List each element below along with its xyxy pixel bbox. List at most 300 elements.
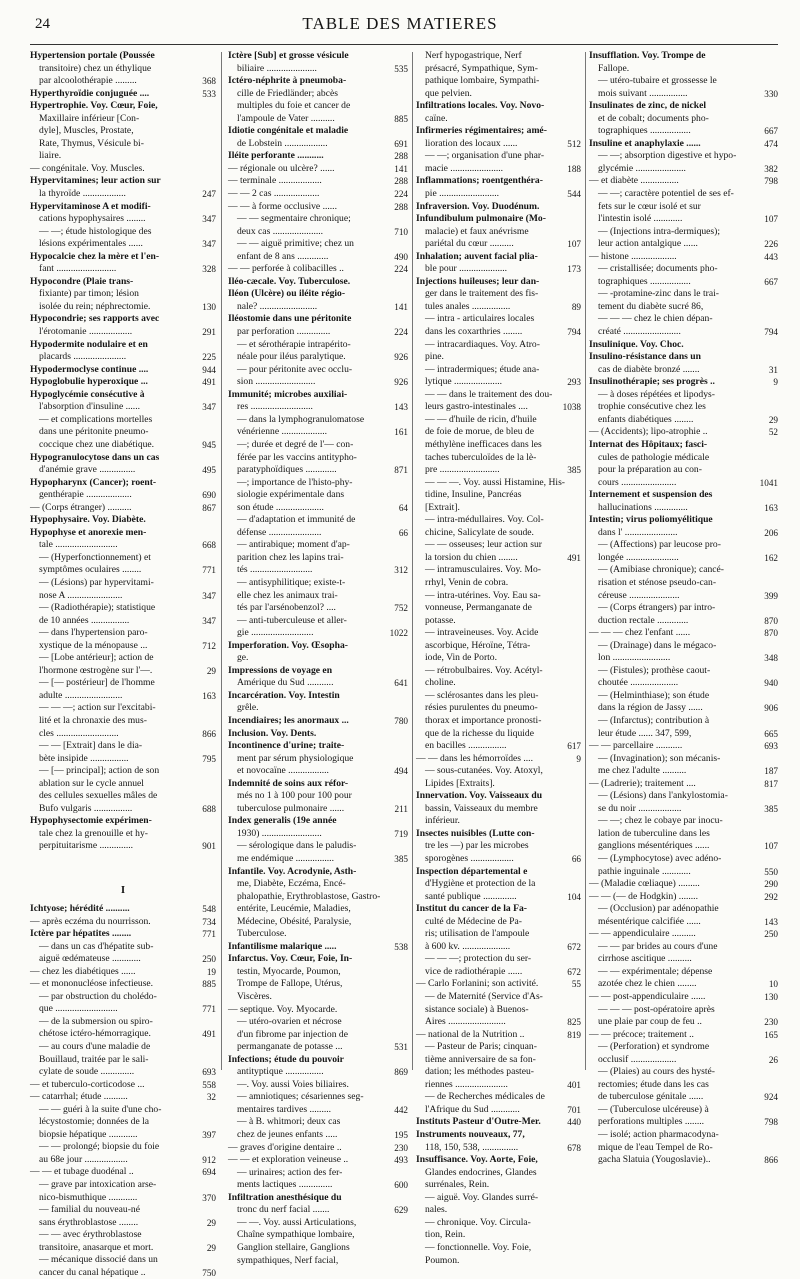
page-ref: 885: [394, 113, 408, 124]
entry-text: — [— postérieur] de l'homme: [39, 677, 155, 689]
index-entry: [416, 840, 581, 853]
index-entry: [416, 502, 581, 515]
entry-text: perpituitarisme ..............: [39, 840, 134, 852]
index-entry: [30, 790, 216, 803]
index-entry: [589, 1104, 778, 1117]
index-entry: [228, 1129, 408, 1142]
index-entry: [30, 50, 216, 63]
index-entry: [30, 63, 216, 76]
index-entry: [30, 1129, 216, 1142]
entry-text: — cristallisée; documents pho-: [598, 263, 718, 275]
entry-text: symptômes oculaires ........: [39, 564, 142, 576]
page-ref: 130: [764, 992, 778, 1003]
entry-text: culté de Médecine de Pa-: [425, 915, 522, 927]
index-entry: [589, 477, 778, 490]
entry-text: — (Perforation) et syndrome: [598, 1041, 710, 1053]
entry-text: — national de la Nutrition ..: [416, 1028, 525, 1040]
index-entry: [228, 677, 408, 690]
entry-text: — anti-tuberculeuse et aller-: [237, 614, 347, 626]
page-ref: 945: [202, 439, 216, 450]
index-entry: [416, 1167, 581, 1180]
page-ref: 544: [567, 189, 581, 200]
index-entry: [416, 728, 581, 741]
entry-text: Insulinothérapie; ses progrès ..: [589, 376, 715, 388]
index-entry: [589, 251, 778, 264]
page-ref: 667: [764, 276, 778, 287]
entry-text: tion, Rein.: [425, 1229, 466, 1241]
entry-text: Médecine, Obésité, Paralysie,: [237, 915, 352, 927]
page-ref: 710: [394, 226, 408, 237]
index-entry: [589, 978, 778, 991]
index-entry: [30, 263, 216, 276]
entry-text: sion .........................: [237, 376, 316, 388]
entry-text: — — parcellaire ...........: [589, 740, 683, 752]
entry-text: fixiante) par timon; lésion: [39, 288, 139, 300]
index-entry: [589, 652, 778, 665]
entry-text: en bacilles ................: [425, 740, 507, 752]
index-entry: [228, 953, 408, 966]
index-entry: [589, 1142, 778, 1155]
entry-text: méthylène inefficaces dans les: [425, 438, 542, 450]
entry-text: phalopathie, Erythroblastose, Gastro-: [237, 890, 381, 902]
index-entry: [228, 376, 408, 389]
entry-text: Index generalis (19e année: [228, 815, 337, 827]
entry-text: tronc du nerf facial .......: [237, 1204, 330, 1216]
index-entry: [30, 627, 216, 640]
page-ref: 1022: [389, 628, 408, 639]
page-ref: 691: [394, 138, 408, 149]
entry-text: cations hypophysaires ........: [39, 213, 146, 225]
entry-text: mésentérique calcifiée ......: [598, 915, 701, 927]
entry-text: — urinaires; action des fer-: [237, 1166, 343, 1178]
entry-text: santé publique ..............: [425, 890, 517, 902]
index-entry: [589, 113, 778, 126]
index-entry: [30, 1041, 216, 1054]
entry-text: dans une péritonite pneumo-: [39, 426, 149, 438]
entry-text: — intracardiaques. Voy. Atro-: [425, 338, 540, 350]
index-entry: [228, 941, 408, 954]
entry-text: tographiques .................: [598, 125, 691, 137]
entry-text: Amérique du Sud ...........: [237, 677, 334, 689]
entry-text: nales.: [425, 1204, 448, 1216]
index-entry: [30, 941, 216, 954]
index-entry: [416, 251, 581, 264]
page-ref: 347: [202, 615, 216, 626]
page-ref: 493: [394, 1155, 408, 1166]
entry-text: chétose ictéro-hémorragique.: [39, 1028, 151, 1040]
page-ref: 701: [567, 1104, 581, 1115]
index-entry: [416, 313, 581, 326]
index-entry: [30, 978, 216, 991]
index-entry: [416, 652, 581, 665]
entry-text: lité et la chronaxie des mus-: [39, 714, 147, 726]
index-entry: [589, 1054, 778, 1067]
index-entry: [228, 552, 408, 565]
index-entry: [228, 439, 408, 452]
entry-text: que de la richesse du liquide: [425, 727, 534, 739]
entry-text: Insulino-résistance dans un: [589, 351, 701, 363]
index-entry: [589, 564, 778, 577]
entry-text: — —; chez le cobaye par inocu-: [598, 815, 723, 827]
index-entry: [228, 339, 408, 352]
index-entry: [589, 188, 778, 201]
entry-text: nose A .......................: [39, 589, 123, 601]
entry-text: de tuberculose génitale ......: [598, 1091, 704, 1103]
index-entry: [589, 201, 778, 214]
index-entry: [30, 150, 216, 163]
entry-text: d'Hygiène et protection de la: [425, 878, 536, 890]
entry-text: Incarcération. Voy. Intestin: [228, 689, 340, 701]
page-ref: 368: [202, 76, 216, 87]
index-entry: [589, 891, 778, 904]
page-ref: 550: [764, 866, 778, 877]
index-entry: [416, 815, 581, 828]
index-entry: [416, 941, 581, 954]
page-ref: 440: [567, 1117, 581, 1128]
entry-text: la torsion du chien ........: [425, 551, 518, 563]
page-ref: 912: [202, 1154, 216, 1165]
page-ref: 26: [768, 1054, 778, 1065]
entry-text: Hypophysectomie expérimen-: [30, 815, 152, 827]
entry-text: occlusif ...................: [598, 1053, 677, 1065]
index-entry: [228, 1054, 408, 1067]
index-entry: [30, 138, 216, 151]
index-entry: [589, 1079, 778, 1092]
index-entry: [30, 665, 216, 678]
index-entry: [228, 1217, 408, 1230]
index-entry: [228, 1066, 408, 1079]
index-entry: [228, 903, 408, 916]
index-entry: [30, 1091, 216, 1104]
entry-text: — Pasteur de Paris; cinquan-: [425, 1041, 537, 1053]
entry-text: Hypoglobulie hyperoxique ...: [30, 376, 148, 388]
entry-text: — intra-utérines. Voy. Eau sa-: [425, 589, 541, 601]
page-ref: 66: [398, 527, 408, 538]
index-entry: [589, 389, 778, 402]
entry-text: — familial du nouveau-né: [39, 1204, 140, 1216]
entry-text: — (Hyperfonctionnement) et: [39, 551, 151, 563]
page-ref: 230: [764, 1017, 778, 1028]
entry-text: d'anémie grave ...............: [39, 464, 136, 476]
entry-text: — et mononucléose infectieuse.: [30, 978, 154, 990]
index-entry: [589, 1066, 778, 1079]
entry-text: taches tuberculoïdes de la lè-: [425, 451, 537, 463]
entry-text: — (Drainage) dans le mégaco-: [598, 639, 717, 651]
page-ref: 752: [394, 603, 408, 614]
index-entry: [416, 514, 581, 527]
entry-text: néale pour iléus paralytique.: [237, 351, 346, 363]
page-ref: 693: [764, 741, 778, 752]
index-entry: [30, 213, 216, 226]
entry-text: — — —; protection du ser-: [425, 953, 532, 965]
entry-text: — sclérosantes dans les pleu-: [425, 689, 539, 701]
entry-text: — — — chez le chien dépan-: [598, 313, 713, 325]
page-ref: 474: [764, 138, 778, 149]
index-entry: [30, 966, 216, 979]
index-entry: [30, 991, 216, 1004]
entry-text: sporogènes ..................: [425, 853, 514, 864]
entry-text: dans les coxarthries ........: [425, 326, 523, 338]
entry-text: cules de pathologie médicale: [598, 451, 710, 463]
index-entry: [416, 414, 581, 427]
entry-text: Infundibulum pulmonaire (Mo-: [416, 213, 546, 225]
index-entry: [228, 878, 408, 891]
index-entry: [30, 840, 216, 853]
page-ref: 382: [764, 163, 778, 174]
index-entry: [589, 552, 778, 565]
index-entry: [416, 263, 581, 276]
index-entry: [30, 251, 216, 264]
index-entry: [30, 188, 216, 201]
entry-text: — — appendiculaire ..........: [589, 928, 696, 940]
entry-text: — antirabique; moment d'ap-: [237, 539, 350, 551]
index-entry: [30, 677, 216, 690]
page-number: 24: [35, 16, 50, 32]
index-entry: [228, 1179, 408, 1192]
index-entry: [416, 991, 581, 1004]
index-entry: [228, 891, 408, 904]
entry-text: — terminale ..................: [228, 175, 322, 187]
page-ref: 870: [764, 615, 778, 626]
page-ref: 107: [764, 214, 778, 225]
index-entry: [589, 640, 778, 653]
page-ref: 825: [567, 1017, 581, 1028]
entry-text: — et tuberculo-corticodose ...: [30, 1078, 145, 1090]
index-column-4: [589, 50, 778, 1166]
index-entry: [589, 690, 778, 703]
page-ref: 866: [764, 1155, 778, 1166]
index-entry: [416, 113, 581, 126]
entry-text: — et diabète ................: [589, 175, 679, 187]
page-ref: 89: [571, 301, 581, 312]
entry-text: thorax et importance pronosti-: [425, 714, 542, 726]
entry-text: la thyroïde ..................: [39, 188, 126, 200]
entry-text: — — précoce; traitement ..: [589, 1028, 694, 1040]
entry-text: nale? ........................: [237, 300, 318, 312]
index-entry: [416, 301, 581, 314]
entry-text: Inclusion. Voy. Dents.: [228, 727, 317, 739]
entry-text: Inspection départemental e: [416, 865, 528, 877]
index-entry: [589, 665, 778, 678]
index-entry: [416, 477, 581, 490]
index-entry: [30, 477, 216, 490]
page-ref: 288: [394, 151, 408, 162]
entry-text: — rétrobulbaires. Voy. Acétyl-: [425, 664, 543, 676]
index-entry: [228, 263, 408, 276]
entry-text: créaté ........................: [598, 326, 681, 338]
index-entry: [30, 640, 216, 653]
page-ref: 491: [567, 552, 581, 563]
entry-text: — — [Extrait] dans le dia-: [39, 740, 143, 752]
page-ref: 291: [202, 327, 216, 338]
entry-text: Chaîne sympathique lombaire,: [237, 1229, 355, 1241]
index-entry: [228, 778, 408, 791]
index-entry: [228, 1192, 408, 1205]
entry-text: — (Fistules); prothèse caout-: [598, 664, 711, 676]
page-ref: 370: [202, 1192, 216, 1203]
entry-text: caïne.: [425, 112, 448, 124]
entry-text: [Extrait].: [425, 501, 460, 513]
entry-text: et de cobalt; documents pho-: [598, 112, 709, 124]
entry-text: son étude ....................: [237, 501, 324, 513]
index-entry: [30, 100, 216, 113]
index-entry: [589, 175, 778, 188]
page-ref: 250: [764, 929, 778, 940]
index-entry: [30, 702, 216, 715]
index-entry: [30, 376, 216, 389]
index-entry: [30, 1217, 216, 1230]
entry-text: Infraversion. Voy. Duodénum.: [416, 200, 540, 212]
entry-text: chicine, Salicylate de soude.: [425, 526, 534, 538]
entry-text: potasse.: [425, 614, 456, 626]
entry-text: me, Diabète, Eczéma, Encé-: [237, 878, 346, 890]
index-entry: [228, 452, 408, 465]
entry-text: rrhyl, Venin de cobra.: [425, 576, 509, 588]
index-entry: [30, 916, 216, 929]
index-entry: [30, 652, 216, 665]
entry-text: malacie) et faux anévrisme: [425, 225, 529, 237]
index-entry: [589, 339, 778, 352]
index-entry: [416, 1079, 581, 1092]
entry-text: Rate, Thymus, Vésicule bi-: [39, 137, 144, 149]
index-entry: [228, 502, 408, 515]
index-entry: [30, 1179, 216, 1192]
index-entry: [589, 803, 778, 816]
entry-text: — Carlo Forlanini; son activité.: [416, 978, 539, 990]
page-ref: 750: [202, 1267, 216, 1278]
index-entry: [416, 790, 581, 803]
entry-text: Insufflation. Voy. Trompe de: [589, 50, 706, 61]
entry-text: — (Invagination); son mécanis-: [598, 752, 721, 764]
index-entry: [228, 828, 408, 841]
entry-text: Idiotie congénitale et maladie: [228, 125, 349, 137]
entry-text: entérite, Leucémie, Maladies,: [237, 903, 351, 915]
index-entry: [30, 75, 216, 88]
index-entry: [30, 1028, 216, 1041]
index-entry: [589, 702, 778, 715]
index-entry: [416, 1217, 581, 1230]
entry-text: vénérienne ...................: [237, 426, 328, 438]
index-entry: [30, 238, 216, 251]
index-entry: [416, 966, 581, 979]
page-ref: 161: [394, 427, 408, 438]
index-entry: [228, 1229, 408, 1242]
page-ref: 926: [394, 377, 408, 388]
entry-text: — — — post-opératoire après: [598, 1003, 715, 1015]
entry-text: — — et exploration veineuse ..: [228, 1154, 349, 1166]
entry-text: — — d'huile de ricin, d'huile: [425, 413, 537, 425]
index-entry: [30, 464, 216, 477]
index-entry: [416, 339, 581, 352]
page-ref: 926: [394, 352, 408, 363]
index-entry: [228, 803, 408, 816]
entry-text: rectomies; étude dans les cas: [598, 1078, 709, 1090]
index-entry: [30, 590, 216, 603]
entry-text: tième anniversaire de sa fon-: [425, 1053, 536, 1065]
page-ref: 397: [202, 1129, 216, 1140]
page-ref: 250: [202, 954, 216, 965]
index-entry: [416, 426, 581, 439]
index-entry: [30, 828, 216, 841]
entry-text: par perforation ..............: [237, 326, 331, 338]
index-entry: [30, 351, 216, 364]
index-entry: [416, 75, 581, 88]
index-entry: [589, 401, 778, 414]
index-entry: [228, 1079, 408, 1092]
page-ref: 641: [394, 678, 408, 689]
entry-text: Internat des Hôpitaux; fasci-: [589, 438, 708, 450]
entry-text: cles ..........................: [39, 727, 119, 739]
entry-text: ris; utilisation de l'ampoule: [425, 928, 530, 940]
entry-text: Intestin; virus poliomyélitique: [589, 514, 713, 526]
index-entry: [589, 728, 778, 741]
entry-text: — grave par intoxication arse-: [39, 1179, 157, 1191]
page-ref: 330: [764, 88, 778, 99]
index-entry: [589, 991, 778, 1004]
page-ref: 55: [571, 979, 581, 990]
page-ref: 672: [567, 941, 581, 952]
index-entry: [30, 414, 216, 427]
index-entry: [416, 702, 581, 715]
index-entry: [416, 903, 581, 916]
entry-text: — (Occlusion) par adénopathie: [598, 903, 719, 915]
index-entry: [30, 401, 216, 414]
index-entry: [30, 527, 216, 540]
index-entry: [228, 175, 408, 188]
entry-text: transitoire, anasarque et mort.: [39, 1241, 154, 1253]
index-entry: [416, 891, 581, 904]
entry-text: — dans la lymphogranulomatose: [237, 413, 365, 425]
index-entry: [30, 514, 216, 527]
entry-text: tules anales ................: [425, 300, 511, 312]
index-entry: [228, 577, 408, 590]
entry-text: mique de l'eau Tempel de Ro-: [598, 1141, 713, 1153]
index-entry: [228, 1104, 408, 1117]
page-ref: 538: [394, 941, 408, 952]
page-ref: 347: [202, 239, 216, 250]
entry-text: — intramusculaires. Voy. Mo-: [425, 564, 541, 576]
index-entry: [416, 778, 581, 791]
index-entry: [30, 276, 216, 289]
index-entry: [30, 765, 216, 778]
entry-text: — — prolongé; biopsie du foie: [39, 1141, 160, 1153]
entry-text: mentaires tardives .........: [237, 1103, 332, 1115]
index-entry: [228, 991, 408, 1004]
index-entry: [416, 389, 581, 402]
entry-text: surrénales, Rein.: [425, 1179, 490, 1191]
entry-text: — à B. whitmori; deux cas: [237, 1116, 341, 1128]
entry-text: présacré, Sympathique, Sym-: [425, 62, 538, 74]
entry-text: — de Maternité (Service d'As-: [425, 991, 543, 1003]
entry-text: — — osseuses; leur action sur: [425, 539, 542, 551]
index-entry: [228, 615, 408, 628]
page-ref: 224: [394, 264, 408, 275]
entry-text: pine.: [425, 351, 444, 363]
index-entry: [416, 765, 581, 778]
entry-text: lioration des locaux ......: [425, 137, 518, 149]
entry-text: — de Recherches médicales de: [425, 1091, 545, 1103]
index-entry: [30, 728, 216, 741]
index-entry: [30, 815, 216, 828]
entry-text: macie ......................: [425, 162, 504, 174]
index-entry: [228, 916, 408, 929]
entry-text: Ictéro-néphrite à pneumoba-: [228, 75, 347, 87]
index-entry: [416, 539, 581, 552]
page-ref: 442: [394, 1104, 408, 1115]
entry-text: férée par les vaccins antitypho-: [237, 451, 357, 463]
entry-text: leur étude ...... 347, 599,: [598, 727, 692, 739]
index-entry: [589, 941, 778, 954]
